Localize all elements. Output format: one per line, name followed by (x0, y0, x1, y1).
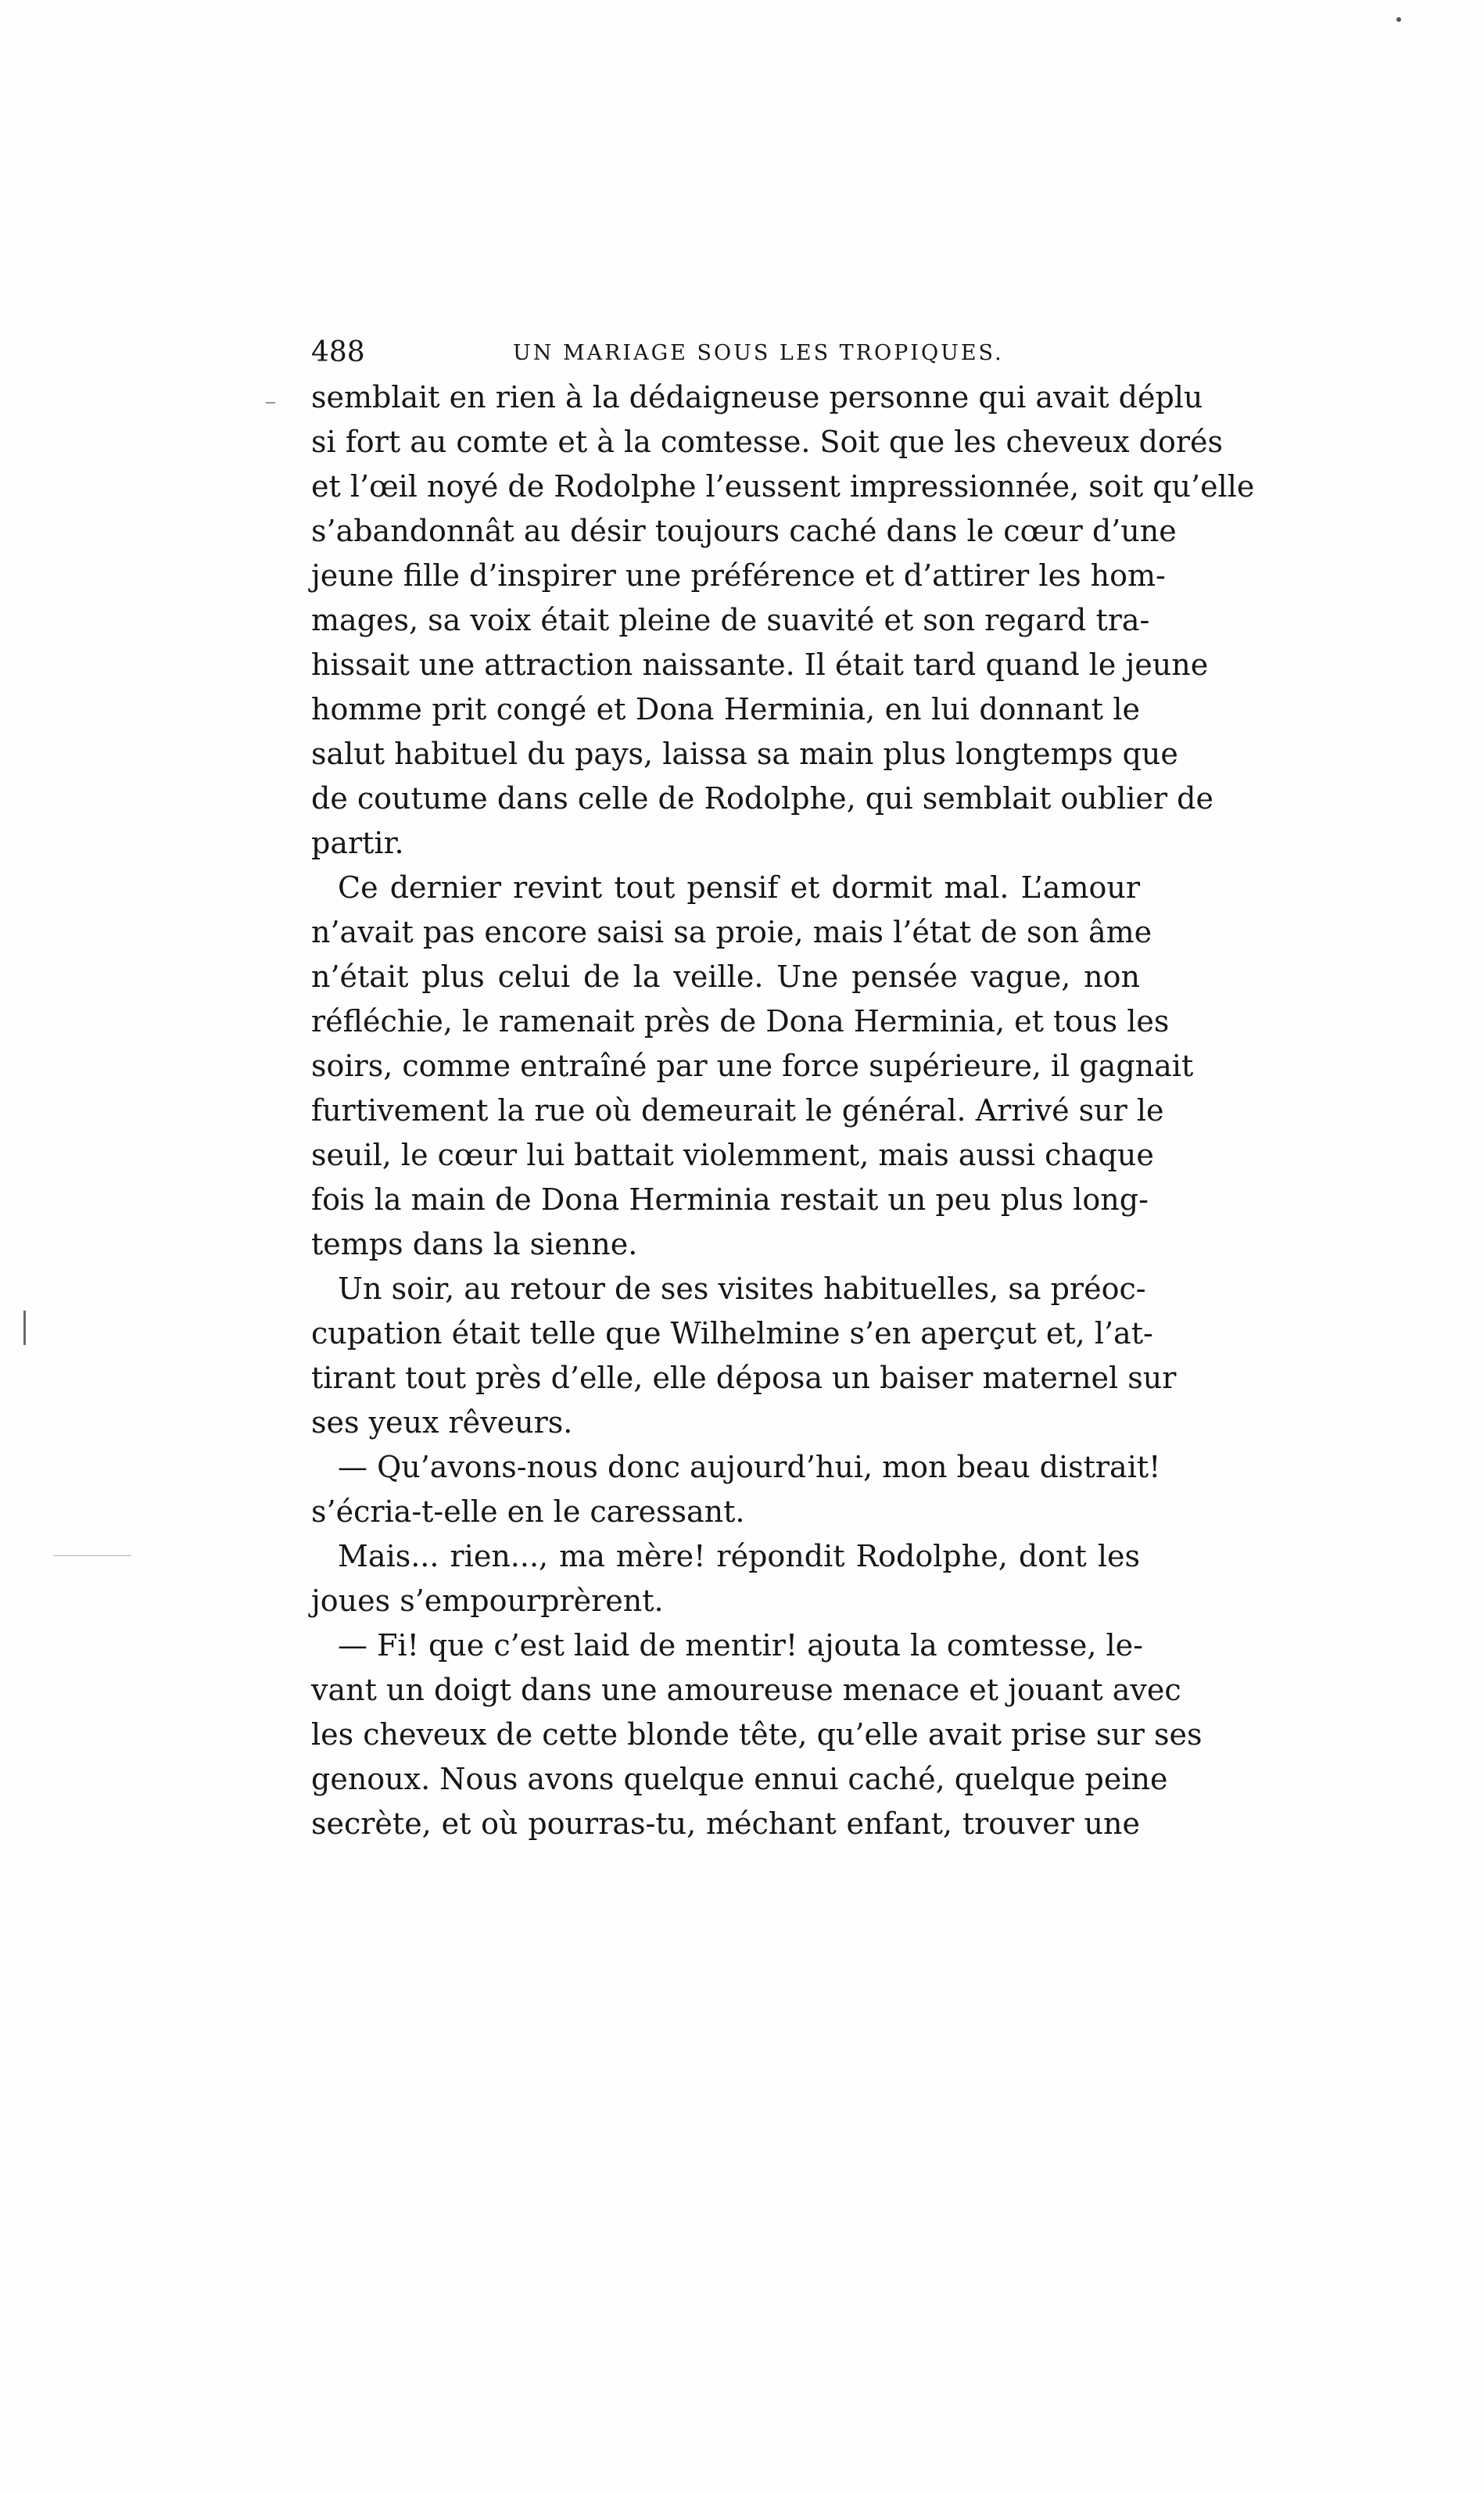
text-line: cupation était telle que Wilhelmine s’en aperçut et, l’at- (311, 1316, 1153, 1351)
text-line: — Qu’avons-nous donc aujourd’hui, mon beau distrait! (338, 1450, 1161, 1484)
text-line: genoux. Nous avons quelque ennui caché, quelque peine (311, 1762, 1168, 1796)
text-line: partir. (311, 826, 404, 860)
text-line: si fort au comte et à la comtesse. Soit que les cheveux dorés (311, 425, 1224, 459)
text-line: salut habituel du pays, laissa sa main plus longtemps que (311, 737, 1178, 771)
text-line: soirs, comme entraîné par une force supérieure, il gagnait (311, 1049, 1194, 1083)
text-line: s’écria-t-elle en le caressant. (311, 1494, 745, 1529)
text-line: s’abandonnât au désir toujours caché dans le cœur d’une (311, 514, 1177, 548)
text-line: n’avait pas encore saisi sa proie, mais l’état de son âme (311, 915, 1152, 949)
text-line: tirant tout près d’elle, elle déposa un baiser maternel sur (311, 1361, 1177, 1395)
scan-mark (23, 1311, 26, 1345)
text-line: les cheveux de cette blonde tête, qu’elle avait prise sur ses (311, 1717, 1203, 1752)
text-line: ses yeux rêveurs. (311, 1405, 573, 1440)
text-line: — Fi! que c’est laid de mentir! ajouta la comtesse, le- (338, 1628, 1143, 1663)
text-line: réfléchie, le ramenait près de Dona Herminia, et tous les (311, 1004, 1170, 1038)
running-head: UN MARIAGE SOUS LES TROPIQUES. (513, 341, 1004, 365)
text-line: Ce dernier revint tout pensif et dormit mal. L’amour (338, 870, 1140, 905)
text-line: hissait une attraction naissante. Il était tard quand le jeune (311, 647, 1209, 682)
text-line: fois la main de Dona Herminia restait un peu plus long- (311, 1182, 1149, 1217)
text-line: de coutume dans celle de Rodolphe, qui semblait oublier de (311, 781, 1213, 816)
page-number: 488 (311, 336, 365, 368)
text-line: vant un doigt dans une amoureuse menace et jouant avec (311, 1673, 1181, 1707)
text-line: et l’œil noyé de Rodolphe l’eussent impressionnée, soit qu’elle (311, 469, 1255, 504)
text-line: n’était plus celui de la veille. Une pensée vague, non (311, 960, 1140, 994)
text-line: mages, sa voix était pleine de suavité et son regard tra- (311, 603, 1150, 637)
text-line: secrète, et où pourras-tu, méchant enfant, trouver une (311, 1806, 1140, 1841)
text-line: jeune fille d’inspirer une préférence et d’attirer les hom- (311, 558, 1166, 593)
text-line: homme prit congé et Dona Herminia, en lui donnant le (311, 692, 1140, 726)
scan-mark (266, 402, 275, 404)
body-text (311, 375, 1255, 1846)
text-line: Un soir, au retour de ses visites habituelles, sa préoc- (338, 1272, 1146, 1306)
text-line: semblait en rien à la dédaigneuse personne qui avait déplu (311, 380, 1203, 414)
text-line: temps dans la sienne. (311, 1227, 638, 1261)
text-line: Mais... rien..., ma mère! répondit Rodolphe, dont les (338, 1539, 1140, 1573)
text-line: seuil, le cœur lui battait violemment, mais aussi chaque (311, 1138, 1154, 1172)
scan-mark (1396, 17, 1401, 22)
text-line: joues s’empourprèrent. (311, 1584, 664, 1618)
scan-mark (53, 1555, 131, 1556)
text-line: furtivement la rue où demeurait le général. Arrivé sur le (311, 1093, 1164, 1128)
page-header (311, 333, 1140, 372)
